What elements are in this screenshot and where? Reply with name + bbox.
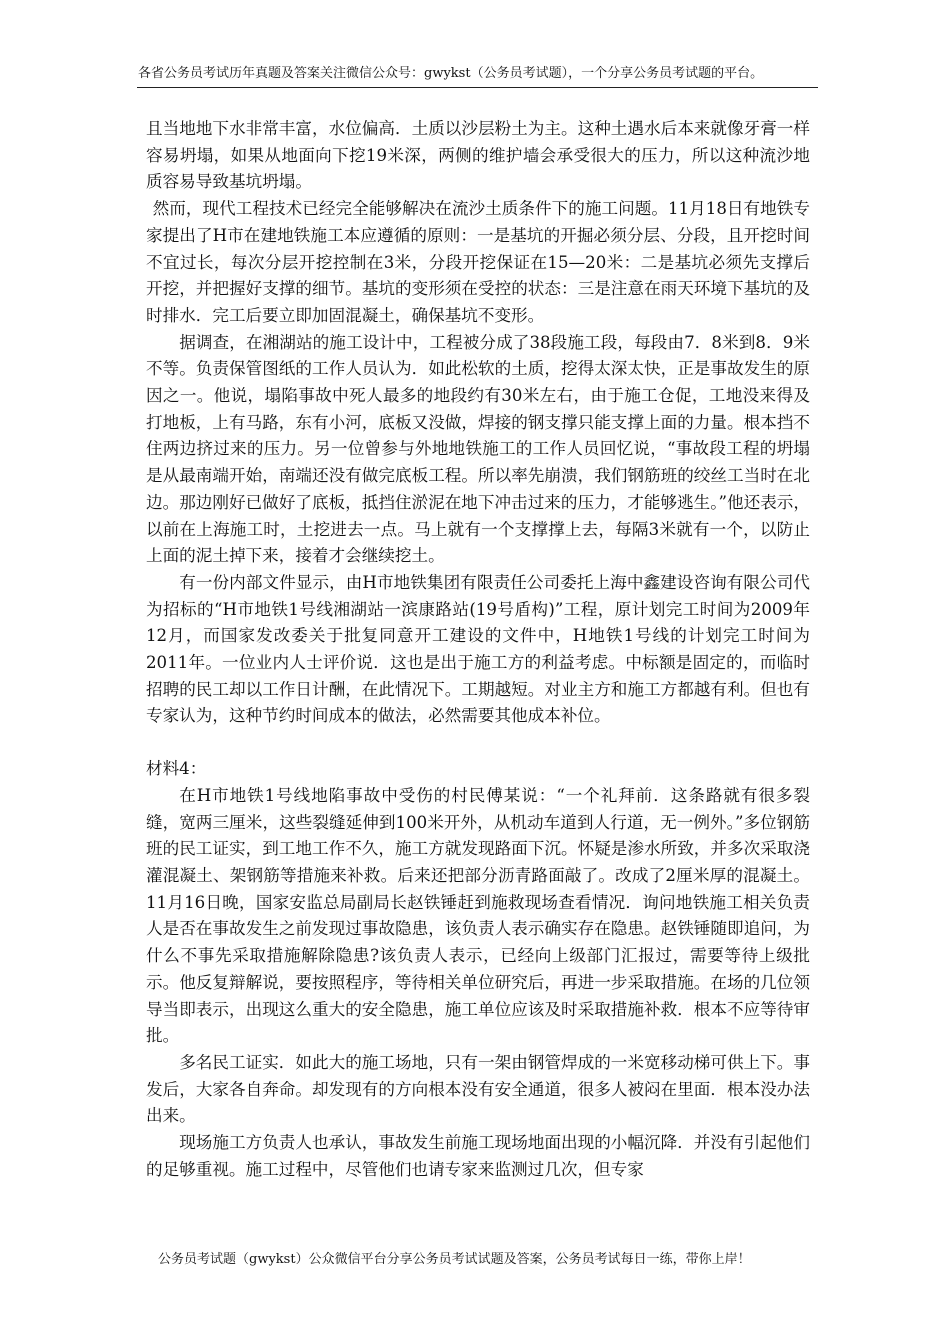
paragraph: 有一份内部文件显示，由H市地铁集团有限责任公司委托上海中鑫建设咨询有限公司代为招标的“H市地铁1号线湘湖站一滨康路站(19号盾构)”工程，原计划完工时间为2009年12月，而国家发改委关于批复同意开工建设的文件中，H地铁1号线的计划完工时间为2011年。一位业内人士评价说．这也是出于施工方的利益考虑。中标额是固定的，而临时招聘的民工却以工作日计酬，在此情况下。工期越短。对业主方和施工方都越有利。但也有专家认为，这种节约时间成本的做法，必然需要其他成本补位。 — [146, 572, 810, 726]
paragraph: 据调查，在湘湖站的施工设计中，工程被分成了38段施工段，每段由7．8米到8．9米不等。负责保管图纸的工作人员认为．如此松软的土质，挖得太深太快，正是事故发生的原因之一。他说，塌陷事故中死人最多的地段约有30米左右，由于施工仓促，工地没来得及打地板，上有马路，东有小河，底板又没做，焊接的钢支撑只能支撑上面的力量。根本挡不住两边挤过来的压力。另一位曾参与外地地铁施工的工作人员回忆说，“事故段工程的坍塌是从最南端开始，南端还没有做完底板工程。所以率先崩溃，我们钢筋班的绞丝工当时在北边。那边刚好已做好了底板，抵挡住淤泥在地下冲击过来的压力，才能够逃生。”他还表示，以前在上海施工时，土挖进去一点。马上就有一个支撑撑上去，每隔3米就有一个，以防止上面的泥土掉下来，接着才会继续挖土。 — [146, 332, 810, 566]
paragraph: 然而，现代工程技术已经完全能够解决在流沙土质条件下的施工问题。11月18日有地铁专家提出了H市在建地铁施工本应遵循的原则：一是基坑的开掘必须分层、分段，且开挖时间不宜过长，每次分层开挖控制在3米，分段开挖保证在15—20米：二是基坑必须先支撑后开挖，并把握好支撑的细节。基坑的变形须在受控的状态：三是注意在雨天环境下基坑的及时排水．完工后要立即加固混凝土，确保基坑不变形。 — [146, 199, 810, 325]
paragraph: 现场施工方负责人也承认，事故发生前施工现场地面出现的小幅沉降．并没有引起他们的足够重视。施工过程中，尽管他们也请专家来监测过几次，但专家 — [146, 1133, 810, 1179]
header-divider — [137, 87, 818, 88]
paragraph: 多名民工证实．如此大的施工场地，只有一架由钢管焊成的一米宽移动梯可供上下。事发后，大家各自奔命。却发现有的方向根本没有安全通道，很多人被闷在里面．根本没办法出来。 — [146, 1052, 810, 1126]
page-footer: 公务员考试题（gwykst）公众微信平台分享公务员考试试题及答案，公务员考试每日一练，带你上岸！ — [158, 1252, 751, 1267]
section-heading: 材料4： — [146, 759, 207, 779]
paragraph: 在H市地铁1号线地陷事故中受伤的村民傅某说：“一个礼拜前．这条路就有很多裂缝，宽两三厘米，这些裂缝延伸到100米开外，从机动车道到人行道，无一例外。”多位钢筋班的民工证实，到工地工作不久，施工方就发现路面下沉。怀疑是渗水所致，并多次采取浇灌混凝土、架钢筋等措施来补救。后来还把部分沥青路面敲了。改成了2厘米厚的混凝土。11月16日晚，国家安监总局副局长赵铁锤赶到施救现场查看情况．询问地铁施工相关负责人是否在事故发生之前发现过事故隐患，该负责人表示确实存在隐患。赵铁锤随即追问，为什么不事先采取措施解除隐患?该负责人表示，已经向上级部门汇报过，需要等待上级批示。他反复辩解说，要按照程序，等待相关单位研究后，再进一步采取措施。在场的几位领导当即表示，出现这么重大的安全隐患，施工单位应该及时采取措施补救．根本不应等待审批。 — [146, 785, 810, 1046]
page-header: 各省公务员考试历年真题及答案关注微信公众号：gwykst（公务员考试题），一个分享公务员考试题的平台。 — [138, 66, 764, 81]
document-body — [146, 116, 810, 1183]
paragraph: 且当地地下水非常丰富，水位偏高．土质以沙层粉土为主。这种土遇水后本来就像牙膏一样容易坍塌，如果从地面向下挖19米深，两侧的维护墙会承受很大的压力，所以这种流沙地质容易导致基坑坍塌。 — [146, 119, 810, 192]
